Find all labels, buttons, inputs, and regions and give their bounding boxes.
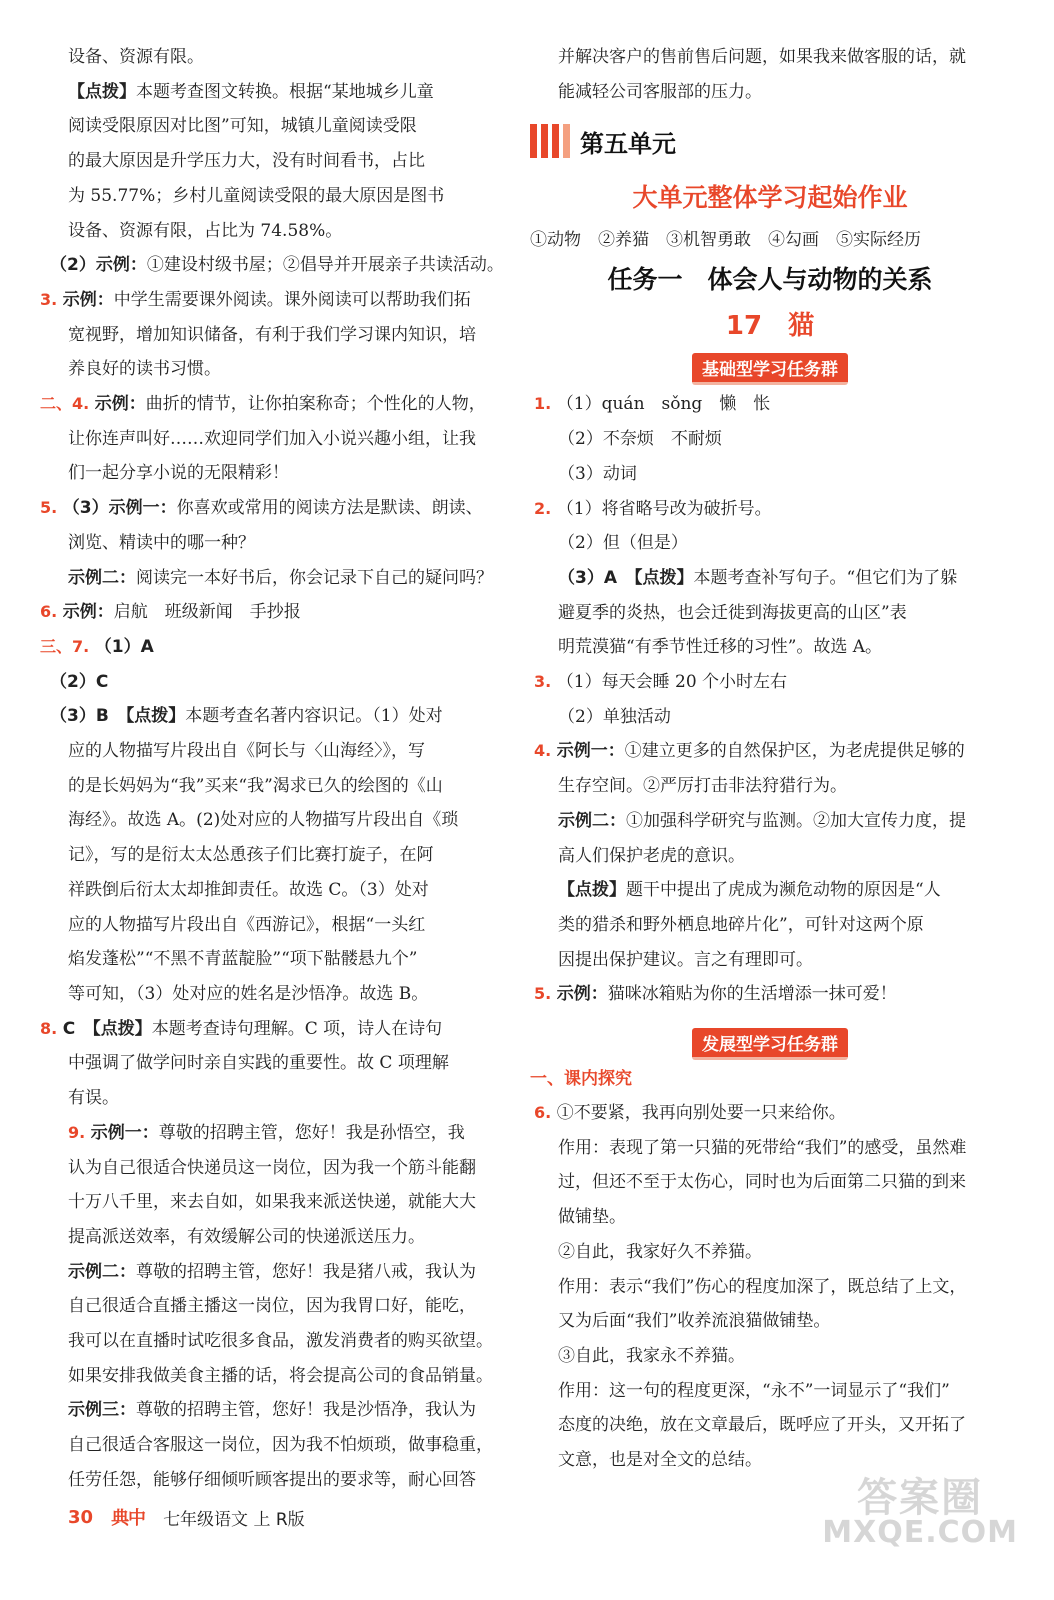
- line-text: 祥跌倒后衍太太却推卸责任。故选 C。（3）处对: [68, 879, 429, 900]
- line-text: 中学生需要课外阅读。课外阅读可以帮助我们拓: [113, 289, 471, 310]
- answer-label: 示例：: [62, 602, 114, 623]
- left-column: [40, 40, 514, 1498]
- line-text: 类的猎杀和野外栖息地碎片化”，可针对这两个原: [558, 914, 924, 935]
- tip-label: 【点拨】: [68, 81, 136, 102]
- text-line: [530, 1339, 1010, 1374]
- line-text: 十万八千里，来去自如，如果我来派送快递，就能大大: [68, 1192, 476, 1213]
- text-line: [40, 387, 514, 422]
- watermark-en: MXQE.COM: [822, 1515, 1018, 1550]
- text-line: [530, 561, 1010, 596]
- answer-label: 示例二：: [558, 810, 626, 831]
- unit-bars-icon: [530, 124, 570, 158]
- text-line: [530, 1270, 1010, 1305]
- line-text: 自己很适合客服这一岗位，因为我不怕烦琐，做事稳重，: [68, 1435, 493, 1456]
- text-line: [40, 352, 514, 387]
- text-line: [530, 1304, 1010, 1339]
- line-text: 提高派送效率，有效缓解公司的快递派送压力。: [68, 1226, 425, 1247]
- text-line: [530, 1408, 1010, 1443]
- text-line: [530, 700, 1010, 735]
- text-line: [530, 769, 1010, 804]
- text-line: [40, 1151, 514, 1186]
- answer-label: 示例一：: [90, 1122, 159, 1143]
- text-line: [40, 1324, 514, 1359]
- text-line: [530, 1096, 1010, 1131]
- develop-answers: [530, 1096, 1010, 1478]
- text-line: [40, 40, 514, 75]
- line-text: 做铺垫。: [558, 1207, 626, 1228]
- line-text: （2）不奈烦 不耐烦: [558, 429, 722, 450]
- answer-label: （1）A: [94, 636, 154, 657]
- answer-label: 示例一：: [556, 741, 625, 762]
- item-number: 1.: [534, 394, 557, 414]
- text-line: [40, 318, 514, 353]
- answer-label: 示例：: [556, 984, 608, 1005]
- line-text: 宽视野，增加知识储备，有利于我们学习课内知识，培: [68, 324, 476, 345]
- text-line: [530, 1374, 1010, 1409]
- answer-label: 示例：: [62, 289, 114, 310]
- answer-label: 示例二：: [68, 567, 136, 588]
- text-line: [40, 1463, 514, 1498]
- line-text: 态度的决绝，放在文章最后，既呼应了开头，又开拓了: [558, 1415, 966, 1436]
- line-text: 设备、资源有限，占比为 74.58%。: [68, 220, 343, 241]
- tip-label: 【点拨】: [558, 880, 626, 901]
- text-line: [40, 942, 514, 977]
- text-line: [40, 769, 514, 804]
- answer-label: （3）A: [558, 567, 634, 588]
- line-text: （2）单独活动: [558, 706, 671, 727]
- text-line: [40, 1255, 514, 1290]
- line-text: ①不要紧，我再向别处要一只来给你。: [556, 1103, 846, 1124]
- line-text: 让你连声叫好……欢迎同学们加入小说兴趣小组，让我: [68, 428, 476, 449]
- text-line: [530, 40, 1010, 75]
- text-line: [40, 1012, 514, 1047]
- line-text: 尊敬的招聘主管，您好！我是沙悟净，我认为: [136, 1400, 476, 1421]
- line-text: 因提出保护建议。言之有理即可。: [558, 949, 813, 970]
- text-line: [40, 1359, 514, 1394]
- text-line: [40, 1428, 514, 1463]
- line-text: 作用：表示“我们”伤心的程度加深了，既总结了上文，: [558, 1276, 967, 1297]
- text-line: [40, 1393, 514, 1428]
- line-text: ①加强科学研究与监测。②加大宣传力度，提: [626, 810, 966, 831]
- line-text: 尊敬的招聘主管，您好！我是猪八戒，我认为: [136, 1261, 476, 1282]
- item-number: 6.: [534, 1103, 557, 1123]
- text-line: [530, 839, 1010, 874]
- text-line: [530, 804, 1010, 839]
- line-text: 中强调了做学问时亲自实践的重要性。故 C 项理解: [68, 1053, 449, 1074]
- line-text: 避夏季的炎热，也会迁徙到海拔更高的山区”表: [558, 602, 907, 623]
- line-text: （1）将省略号改为破折号。: [556, 498, 772, 519]
- text-line: [40, 109, 514, 144]
- text-line: [40, 908, 514, 943]
- item-number: 5.: [40, 498, 63, 518]
- line-text: 应的人物描写片段出自《阿长与〈山海经〉》，写: [68, 741, 425, 762]
- right-top-lines: [530, 40, 1010, 109]
- text-line: [40, 977, 514, 1012]
- answer-label: （2）示例：: [50, 255, 147, 276]
- line-text: ①建设村级书屋；②倡导并开展亲子共读活动。: [146, 255, 504, 276]
- item-number: 5.: [534, 984, 557, 1004]
- line-text: 猫咪冰箱贴为你的生活增添一抹可爱！: [607, 984, 897, 1005]
- text-line: [40, 526, 514, 561]
- text-line: [40, 1185, 514, 1220]
- badge-develop-wrap: [530, 1024, 1010, 1062]
- line-text: 生存空间。②严厉打击非法狩猎行为。: [558, 776, 847, 797]
- text-line: [40, 248, 514, 283]
- line-text: 高人们保护老虎的意识。: [558, 845, 745, 866]
- right-column: [530, 40, 1010, 1478]
- line-text: 浏览、精读中的哪一种？: [68, 532, 255, 553]
- line-text: 养良好的读书习惯。: [68, 359, 221, 380]
- book-title: 七年级语文 上 R版: [163, 1509, 305, 1530]
- text-line: [40, 838, 514, 873]
- text-line: [40, 179, 514, 214]
- badge-basic: 基础型学习任务群: [692, 353, 848, 385]
- line-text: （3）动词: [558, 463, 637, 484]
- line-text: 明荒漠猫“有季节性迁移的习性”。故选 A。: [558, 637, 883, 658]
- item-number: 9.: [68, 1122, 91, 1142]
- line-text: 如果安排我做美食主播的话，将会提高公司的食品销量。: [68, 1365, 493, 1386]
- line-text: 焰发蓬松”“不黑不青蓝靛脸”“项下骷髅悬九个”: [68, 949, 418, 970]
- line-text: 们一起分享小说的无限精彩！: [68, 463, 289, 484]
- text-line: [40, 1220, 514, 1255]
- answer-label: （3）示例一：: [62, 498, 177, 519]
- text-line: [40, 734, 514, 769]
- item-number: 2.: [534, 498, 557, 518]
- line-text: 自己很适合直播主播这一岗位，因为我胃口好，能吃，: [68, 1296, 476, 1317]
- badge-develop: 发展型学习任务群: [692, 1028, 848, 1060]
- text-line: [40, 491, 514, 526]
- item-number: 三、7.: [40, 636, 95, 656]
- answer-label: 示例三：: [68, 1400, 136, 1421]
- text-line: [40, 75, 514, 110]
- badge-basic-wrap: [530, 349, 1010, 387]
- text-line: [530, 492, 1010, 527]
- text-line: [530, 873, 1010, 908]
- line-text: 认为自己很适合快递员这一岗位，因为我一个筋斗能翻: [68, 1157, 476, 1178]
- tip-label: 【点拨】: [125, 706, 186, 727]
- line-text: 你喜欢或常用的阅读方法是默读、朗读、: [176, 498, 483, 519]
- line-text: 尊敬的招聘主管，您好！我是孙悟空，我: [158, 1122, 465, 1143]
- text-line: [40, 422, 514, 457]
- text-line: [40, 1081, 514, 1116]
- line-text: 应的人物描写片段出自《西游记》，根据“一头红: [68, 914, 426, 935]
- text-line: [530, 387, 1010, 422]
- item-number: 8.: [40, 1018, 63, 1038]
- line-text: ②自此，我家好久不养猫。: [558, 1241, 762, 1262]
- text-line: [40, 803, 514, 838]
- answer-label: （3）B: [50, 706, 126, 727]
- line-text: 阅读受限原因对比图”可知，城镇儿童阅读受限: [68, 116, 417, 137]
- text-line: [530, 908, 1010, 943]
- line-text: 启航 班级新闻 手抄报: [113, 602, 301, 623]
- item-number: 6.: [40, 602, 63, 622]
- text-line: [40, 873, 514, 908]
- line-text: 海经》。故选 A。(2)处对应的人物描写片段出自《琐: [68, 810, 459, 831]
- text-line: [40, 144, 514, 179]
- line-text: 我可以在直播时试吃很多食品，激发消费者的购买欲望。: [68, 1331, 493, 1352]
- unit-header: [530, 115, 1010, 167]
- unit-title: 第五单元: [580, 129, 676, 158]
- text-line: [40, 595, 514, 630]
- text-line: [530, 75, 1010, 110]
- watermark-cn: 答案圈: [857, 1475, 984, 1521]
- line-text: 又为后面“我们”收养流浪猫做铺垫。: [558, 1311, 831, 1332]
- text-line: [40, 1289, 514, 1324]
- item-number: 4.: [534, 741, 557, 761]
- basic-answers: [530, 387, 1010, 1012]
- section-title: 大单元整体学习起始作业: [632, 183, 908, 213]
- answer-label: C: [62, 1018, 93, 1039]
- line-text: 过，但还不至于太伤心，同时也为后面第二只猫的到来: [558, 1172, 966, 1193]
- text-line: [530, 665, 1010, 700]
- line-text: 阅读完一本好书后，你会记录下自己的疑问吗？: [136, 567, 493, 588]
- text-line: [530, 1131, 1010, 1166]
- page-footer: [68, 1500, 305, 1534]
- answer-label: （2）C: [50, 671, 109, 692]
- text-line: [40, 665, 514, 700]
- keywords-line: ①动物 ②养猫 ③机智勇敢 ④勾画 ⑤实际经历: [530, 230, 921, 251]
- line-text: 等可知，（3）处对应的姓名是沙悟净。故选 B。: [68, 983, 429, 1004]
- line-text: 本题考查诗句理解。C 项，诗人在诗句: [151, 1018, 443, 1039]
- text-line: [530, 526, 1010, 561]
- line-text: 设备、资源有限。: [68, 47, 204, 67]
- tip-label: 【点拨】: [634, 567, 694, 588]
- text-line: [40, 1116, 514, 1151]
- line-text: 本题考查补写句子。“但它们为了躲: [693, 567, 958, 588]
- line-text: 的是长妈妈为“我”买来“我”渴求已久的绘图的《山: [68, 775, 443, 796]
- text-line: [40, 630, 514, 665]
- line-text: 作用：这一句的程度更深，“永不”一词显示了“我们”: [558, 1380, 950, 1401]
- item-number: 3.: [534, 672, 557, 692]
- answer-label: 示例二：: [68, 1261, 136, 1282]
- line-text: （1）quán sǒng 懒 怅: [556, 394, 771, 415]
- line-text: 作用：表现了第一只猫的死带给“我们”的感受，虽然难: [558, 1137, 967, 1158]
- text-line: [530, 457, 1010, 492]
- lesson-title: 17 猫: [725, 311, 815, 342]
- task-title: 任务一 体会人与动物的关系: [607, 265, 933, 295]
- line-text: （1）每天会睡 20 个小时左右: [556, 672, 788, 693]
- text-line: [530, 1443, 1010, 1478]
- line-text: ①建立更多的自然保护区，为老虎提供足够的: [624, 741, 965, 762]
- line-text: 能减轻公司客服部的压力。: [558, 81, 762, 102]
- line-text: 的最大原因是升学压力大，没有时间看书，占比: [68, 151, 425, 172]
- text-line: [530, 1200, 1010, 1235]
- line-text: 任劳任怨，能够仔细倾听顾客提出的要求等，耐心回答: [68, 1469, 476, 1490]
- line-text: 记》，写的是衍太太怂恿孩子们比赛打旋子，在阿: [68, 845, 434, 866]
- line-text: ③自此，我家永不养猫。: [558, 1345, 745, 1366]
- line-text: 题干中提出了虎成为濒危动物的原因是“人: [626, 880, 941, 901]
- line-text: 本题考查名著内容识记。（1）处对: [185, 706, 443, 727]
- line-text: 文意，也是对全文的总结。: [558, 1450, 762, 1471]
- line-text: 本题考查图文转换。根据“某地城乡儿童: [136, 81, 434, 102]
- text-line: [530, 630, 1010, 665]
- line-text: 曲折的情节，让你拍案称奇；个性化的人物，: [145, 394, 486, 415]
- text-line: [40, 699, 514, 734]
- line-text: 并解决客户的售前售后问题，如果我来做客服的话，就: [558, 47, 966, 67]
- text-line: [530, 596, 1010, 631]
- line-text: （2）但（但是）: [558, 533, 688, 554]
- tip-label: 【点拨】: [92, 1018, 152, 1039]
- item-number: 3.: [40, 289, 63, 309]
- text-line: [530, 1235, 1010, 1270]
- text-line: [40, 1046, 514, 1081]
- page-number: 30: [68, 1506, 94, 1528]
- section-heading: 一、课内探究: [530, 1069, 632, 1090]
- brand-logo: 典中: [111, 1508, 146, 1529]
- text-line: [40, 283, 514, 318]
- text-line: [530, 422, 1010, 457]
- text-line: [40, 561, 514, 596]
- watermark-logo: [822, 1475, 1018, 1550]
- text-line: [40, 456, 514, 491]
- text-line: [530, 943, 1010, 978]
- line-text: 有误。: [68, 1088, 119, 1109]
- line-text: 为 55.77%；乡村儿童阅读受限的最大原因是图书: [68, 185, 445, 206]
- text-line: [40, 214, 514, 249]
- answer-label: 示例：: [94, 394, 146, 415]
- text-line: [530, 1165, 1010, 1200]
- text-line: [530, 977, 1010, 1012]
- item-number: 二、4.: [40, 394, 95, 414]
- text-line: [530, 734, 1010, 769]
